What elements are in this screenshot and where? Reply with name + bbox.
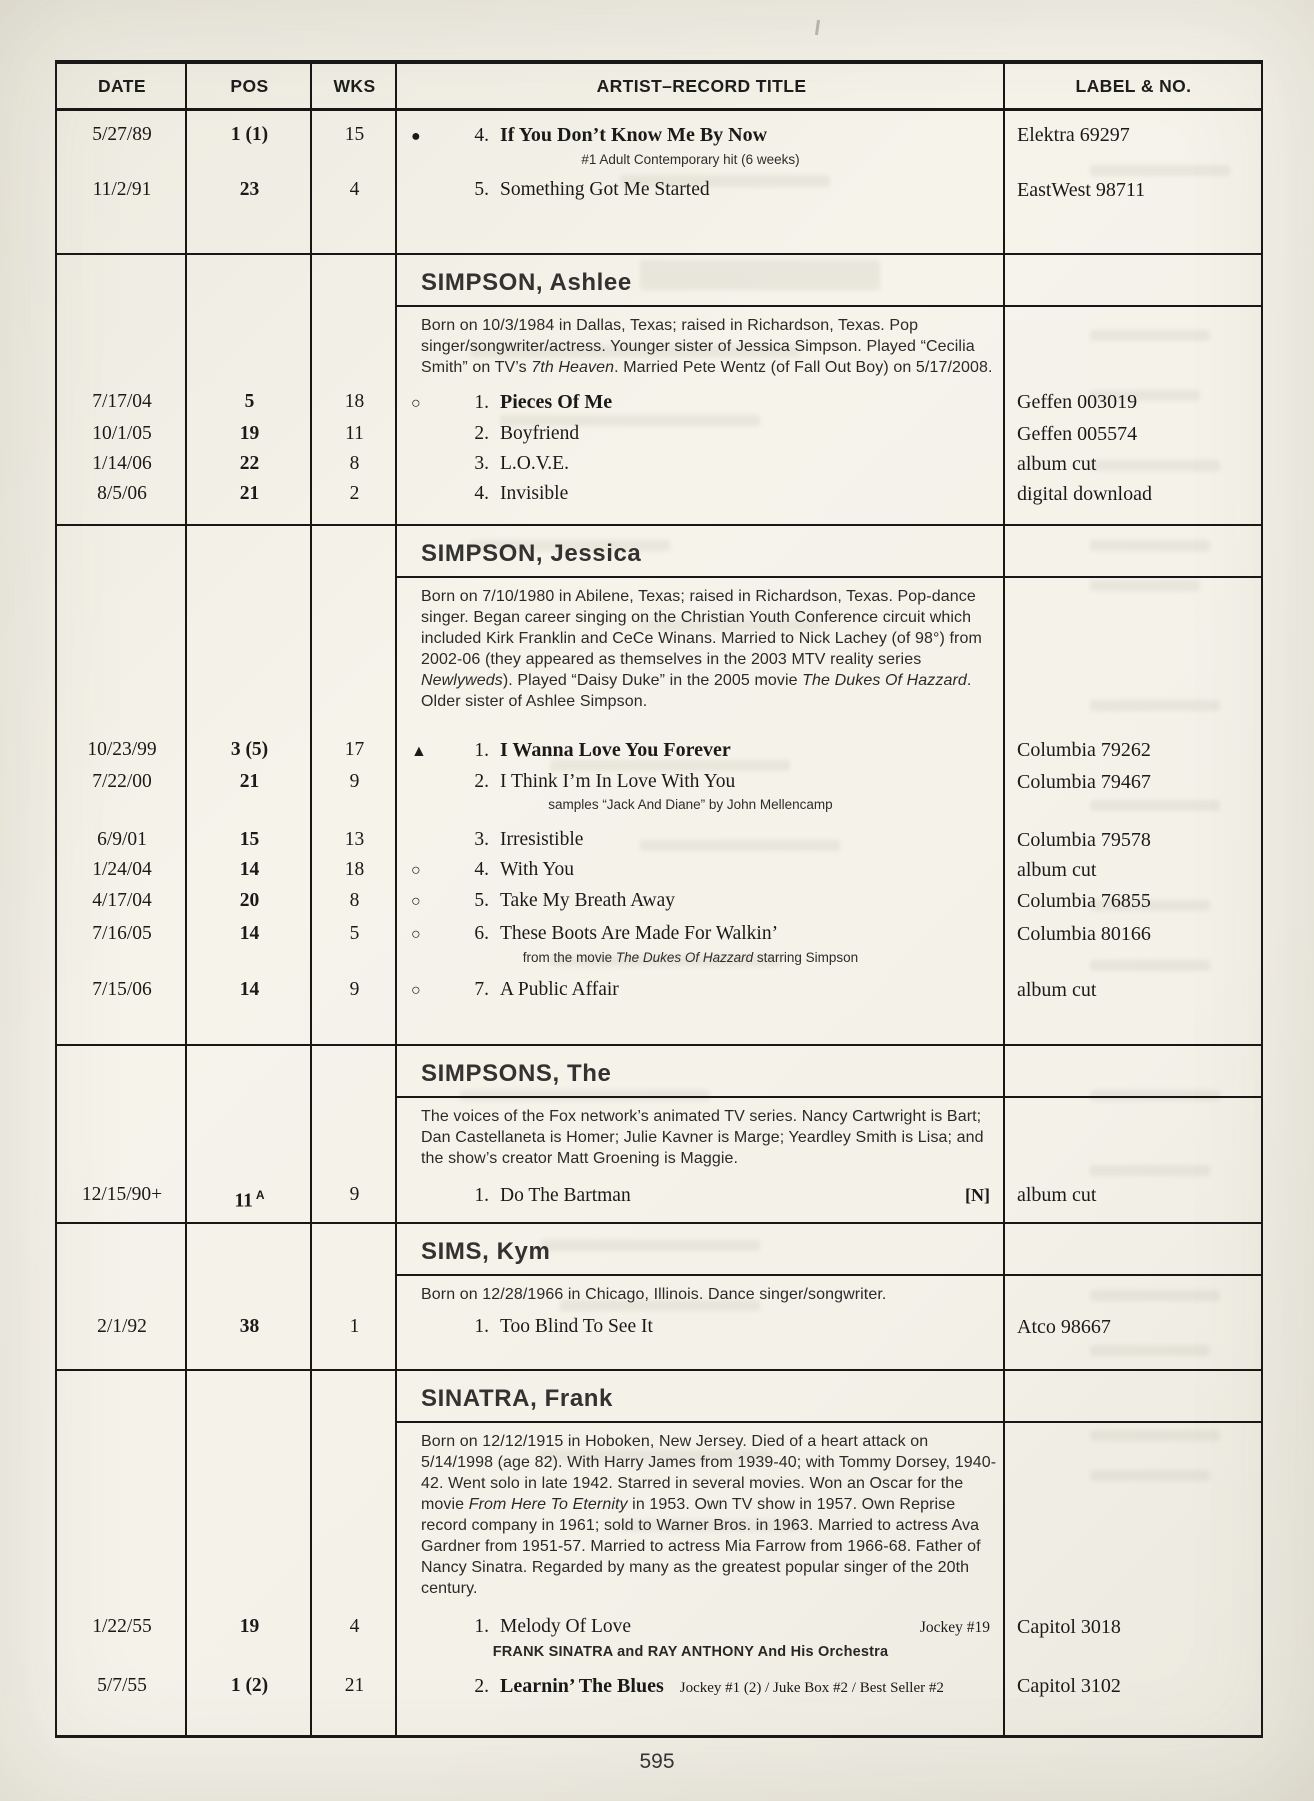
airplay-only-icon: ○ [411,862,421,879]
entry-date: 1/14/06 [92,453,152,474]
entry-label: Columbia 79578 [1017,829,1151,851]
entry-peak-position: 14 [239,859,260,880]
entry-date: 11/2/91 [92,179,152,200]
table-header-row [57,64,1261,111]
entry-weeks: 13 [344,829,365,850]
entry-weeks: 5 [349,923,360,944]
entry-date: 7/22/00 [92,771,152,792]
entry-title-line [405,770,1006,794]
song-title: Take My Breath Away [500,890,676,911]
entry-title-line [405,390,1006,416]
text-segment: Born on 12/12/1915 in Hoboken, New Jersey. Died of a heart attack on 5/14/1998 (age 82). With Harry James from 1939-40; with Tommy Dorsey, 1940-42. Went solo in late 1942. Starred in several movies. Won an Oscar for the movie [421,1433,997,1513]
entry-title-cell [397,1615,1006,1662]
entry-label: Capitol 3102 [1017,1675,1121,1697]
entry-title-cell [397,858,1006,883]
entry-row [57,390,1261,416]
entry-weeks: 17 [344,739,365,760]
song-title: Learnin’ The Blues [500,1675,664,1697]
entry-number: 4. [474,483,489,504]
entry-number: 1. [474,1185,489,1206]
text-segment: The Dukes Of Hazzard [615,950,754,965]
song-note [405,948,1006,968]
entry-label: Elektra 69297 [1017,124,1130,146]
entry-date: 1/24/04 [92,859,152,880]
entry-row [57,1315,1261,1339]
entry-title-line [405,738,1006,764]
text-segment: Born on 10/3/1984 in Dallas, Texas; raised in Richardson, Texas. Pop singer/songwriter/actress. Younger sister of Jessica Simpson. Played “Cecilia Smith” on TV’s [421,317,975,376]
artist-bio [421,586,999,712]
airplay-only-icon: ○ [411,893,421,910]
entry-label: Columbia 79262 [1017,739,1151,761]
entry-label: Geffen 005574 [1017,423,1138,445]
entry-peak-position: 19 [239,1616,260,1637]
artist-heading: SIMPSONS, The [421,1060,612,1087]
entry-title-line [405,922,1006,947]
entry-title-cell [397,422,1006,446]
chart-detail-inline: Jockey #1 (2) / Juke Box #2 / Best Seller #2 [679,1680,944,1696]
artist-bio [421,315,999,378]
entry-date: 7/17/04 [92,391,152,412]
entry-peak-position: 14 [239,979,260,1000]
entry-number: 1. [474,1616,489,1637]
song-title: Pieces Of Me [500,391,613,413]
entry-label: Columbia 79467 [1017,771,1151,793]
entry-title-line [405,828,1006,852]
entry-peak-position: 15 [239,829,260,850]
entry-number: 1. [474,392,489,413]
entry-title-cell [397,738,1006,764]
entry-row [57,452,1261,476]
song-title: These Boots Are Made For Walkin’ [500,923,779,944]
heading-underline [395,1421,1261,1423]
entry-date: 12/15/90+ [81,1184,163,1205]
entry-date: 5/7/55 [97,1675,147,1696]
song-title: A Public Affair [500,979,619,1000]
entry-peak-position: 21 [239,771,260,792]
entry-date: 7/15/06 [92,979,152,1000]
entry-peak-position: 1 (2) [230,1675,269,1696]
entry-number: 1. [474,1316,489,1337]
entry-weeks: 21 [344,1675,365,1696]
entry-label: Capitol 3018 [1017,1616,1121,1638]
heading-underline [395,576,1261,578]
column-header-pos: POS [230,75,269,96]
text-segment: Newlyweds [421,672,503,689]
artist-bio [421,1431,999,1599]
text-segment: Born on 12/28/1966 in Chicago, Illinois. Dance singer/songwriter. [421,1286,887,1303]
entry-number: 3. [474,453,489,474]
song-title: L.O.V.E. [500,453,569,474]
airplay-only-icon: ○ [411,926,421,943]
entry-title-cell [397,770,1006,815]
entry-number: 5. [474,179,489,200]
artist-heading: SIMS, Kym [421,1238,551,1265]
entry-row [57,422,1261,446]
artist-section [57,1044,1261,1222]
subartist-line: FRANK SINATRA and RAY ANTHONY And His Orchestra [492,1644,889,1660]
entry-weeks: 18 [344,859,365,880]
song-title: I Think I’m In Love With You [500,771,736,792]
entry-peak-position: 38 [239,1316,260,1337]
entry-number: 4. [474,125,489,146]
entry-weeks: 2 [349,483,360,504]
entry-label: Columbia 80166 [1017,923,1151,945]
song-title: Invisible [500,483,569,504]
entry-title-line [405,978,1006,1003]
heading-underline [395,1274,1261,1276]
artist-heading: SIMPSON, Ashlee [421,269,632,296]
chart-section [57,111,1261,253]
entry-label: album cut [1017,859,1097,881]
text-segment: The voices of the Fox network’s animated TV series. Nancy Cartwright is Bart; Dan Castellaneta is Homer; Julie Kavner is Marge; Yeardley Smith is Lisa; and the show’s creator Matt Groening is Maggie. [421,1108,984,1167]
song-title: Melody Of Love [500,1616,632,1637]
text-segment: Born on 7/10/1980 in Abilene, Texas; raised in Richardson, Texas. Pop-dance singer. Began career singing on the Christian Youth Conference circuit which included Kirk Franklin and CeCe Winans. Married to Nick Lachey (of 98°) from 2002-06 (they appeared as themselves in the 2003 MTV reality series [421,588,982,668]
entry-row [57,828,1261,852]
entry-row [57,482,1261,506]
entry-row [57,123,1261,170]
entry-peak-position: 19 [239,423,260,444]
text-segment: ). Played “Daisy Duke” in the 2005 movie [502,672,803,689]
entry-date: 5/27/89 [92,124,152,145]
song-title: Irresistible [500,829,584,850]
entry-title-line [405,123,1006,149]
gold-record-icon: ● [411,128,421,145]
artist-section [57,253,1261,524]
platinum-record-icon: ▲ [411,743,427,760]
entry-peak-position: 3 (5) [230,739,269,760]
artist-bio [421,1106,999,1169]
heading-underline [395,1096,1261,1098]
entry-title-line [405,452,1006,476]
entry-title-cell [397,123,1006,170]
chart-detail-right: Jockey #19 [919,1619,990,1636]
entry-title-cell [397,889,1006,914]
column-header-date: DATE [98,75,146,96]
song-title: Boyfriend [500,423,580,444]
artist-section [57,1222,1261,1369]
entry-peak-position: 20 [239,890,260,911]
entry-title-line [405,1315,1006,1339]
entry-title-cell [397,482,1006,506]
entry-title-cell [397,390,1006,416]
entry-weeks: 4 [349,179,360,200]
song-title: I Wanna Love You Forever [500,739,731,761]
song-title: Do The Bartman [500,1185,631,1206]
entry-number: 3. [474,829,489,850]
entry-number: 2. [474,423,489,444]
song-title: With You [500,859,574,880]
entry-peak-position: 14 [239,923,260,944]
entry-weeks: 9 [349,1184,360,1205]
entry-weeks: 4 [349,1616,360,1637]
artist-heading: SIMPSON, Jessica [421,540,642,567]
entry-title-cell [397,1674,1006,1700]
entry-row [57,858,1261,883]
song-title: Something Got Me Started [500,179,710,200]
artist-bio [421,1284,999,1305]
airplay-only-icon: ○ [411,395,421,412]
text-segment: . Married Pete Wentz (of Fall Out Boy) on 5/17/2008. [614,359,993,376]
entry-title-line [405,1183,1006,1208]
entry-number: 2. [474,1676,489,1697]
entry-number: 7. [474,979,489,1000]
entry-weeks: 11 [345,423,364,444]
entry-title-line [405,178,1006,202]
entry-row [57,770,1261,815]
entry-title-cell [397,1315,1006,1339]
artist-section [57,1369,1261,1735]
column-divider [310,64,312,1735]
entry-row [57,1183,1261,1214]
entry-label: Columbia 76855 [1017,890,1151,912]
song-title: Too Blind To See It [500,1316,653,1337]
entry-peak-position: 23 [239,179,260,200]
column-header-title: ARTIST–RECORD TITLE [596,75,807,96]
entry-weeks: 15 [344,124,365,145]
entry-title-cell [397,978,1006,1003]
entry-date: 10/1/05 [92,423,152,444]
entry-title-cell [397,828,1006,852]
entry-date: 7/16/05 [92,923,152,944]
entry-row [57,738,1261,764]
entry-peak-position: 22 [239,453,260,474]
entry-weeks: 9 [349,771,360,792]
entry-number: 5. [474,890,489,911]
entry-number: 6. [474,923,489,944]
entry-peak-position: 1 (1) [230,124,269,145]
artist-heading: SINATRA, Frank [421,1385,613,1412]
column-divider [395,64,397,1735]
chart-detail-right: [N] [965,1185,990,1205]
text-segment: in 1953. Own TV show in 1957. Own Reprise record company in 1961; sold to Warner Bros. in 1963. Married to actress Ava Gardner from 1951-57. Married to actress Mia Farrow from 1966-68. Father of Nancy Sinatra. Regarded by many as the greatest popular singer of the 20th century. [421,1496,981,1597]
text-segment: . Older sister of Ashlee Simpson. [421,672,972,710]
peak-superscript: A [255,1188,265,1202]
entry-row [57,1674,1261,1700]
entry-number: 4. [474,859,489,880]
entry-date: 4/17/04 [92,890,152,911]
song-note [405,795,1006,815]
entry-title-cell [397,452,1006,476]
airplay-only-icon: ○ [411,982,421,999]
entry-title-line [405,858,1006,883]
entry-title-cell [397,922,1006,968]
entry-peak-position: 21 [239,483,260,504]
entry-label: digital download [1017,483,1152,505]
entry-title-cell [397,178,1006,202]
entry-row [57,889,1261,914]
text-segment: #1 Adult Contemporary hit (6 weeks) [581,152,800,167]
entry-date: 2/1/92 [97,1316,147,1337]
entry-number: 2. [474,771,489,792]
entry-number: 1. [474,740,489,761]
entry-weeks: 1 [349,1316,360,1337]
song-note [405,150,1006,170]
column-header-label: LABEL & NO. [1075,75,1192,96]
entry-label: Geffen 003019 [1017,391,1138,413]
scan-mark [815,20,820,35]
text-segment: from the movie [522,950,616,965]
entry-label: Atco 98667 [1017,1316,1111,1338]
entry-label: album cut [1017,979,1097,1001]
entry-title-line [405,889,1006,914]
page-number: 595 [639,1750,675,1773]
column-divider [1003,64,1005,1735]
artist-section [57,524,1261,1044]
entry-date: 10/23/99 [87,739,157,760]
column-header-wks: WKS [333,75,376,96]
text-segment: samples “Jack And Diane” by John Mellencamp [548,797,833,812]
text-segment: From Here To Eternity [468,1496,628,1513]
entry-weeks: 9 [349,979,360,1000]
entry-row [57,1615,1261,1662]
entry-date: 8/5/06 [97,483,147,504]
entry-label: EastWest 98711 [1017,179,1146,201]
entry-row [57,978,1261,1003]
text-segment: starring Simpson [753,950,859,965]
entry-row [57,178,1261,202]
heading-underline [395,305,1261,307]
entry-peak-position: 5 [244,391,255,412]
column-divider [185,64,187,1735]
entry-peak-position: 11 $^A$ [234,1188,265,1212]
chart-table [55,60,1263,1738]
entry-title-cell [397,1183,1006,1208]
entry-title-line [405,1674,1006,1700]
entry-label: album cut [1017,453,1097,475]
entry-title-line [405,482,1006,506]
text-segment: 7th Heaven [531,359,615,376]
entry-label: album cut [1017,1184,1097,1206]
entry-weeks: 8 [349,890,360,911]
entry-title-line [405,422,1006,446]
entry-weeks: 18 [344,391,365,412]
entry-weeks: 8 [349,453,360,474]
entry-title-line [405,1615,1006,1640]
text-segment: The Dukes Of Hazzard [802,672,967,689]
song-title: If You Don’t Know Me By Now [500,124,768,146]
entry-row [57,922,1261,968]
entry-date: 1/22/55 [92,1616,152,1637]
entry-date: 6/9/01 [97,829,147,850]
